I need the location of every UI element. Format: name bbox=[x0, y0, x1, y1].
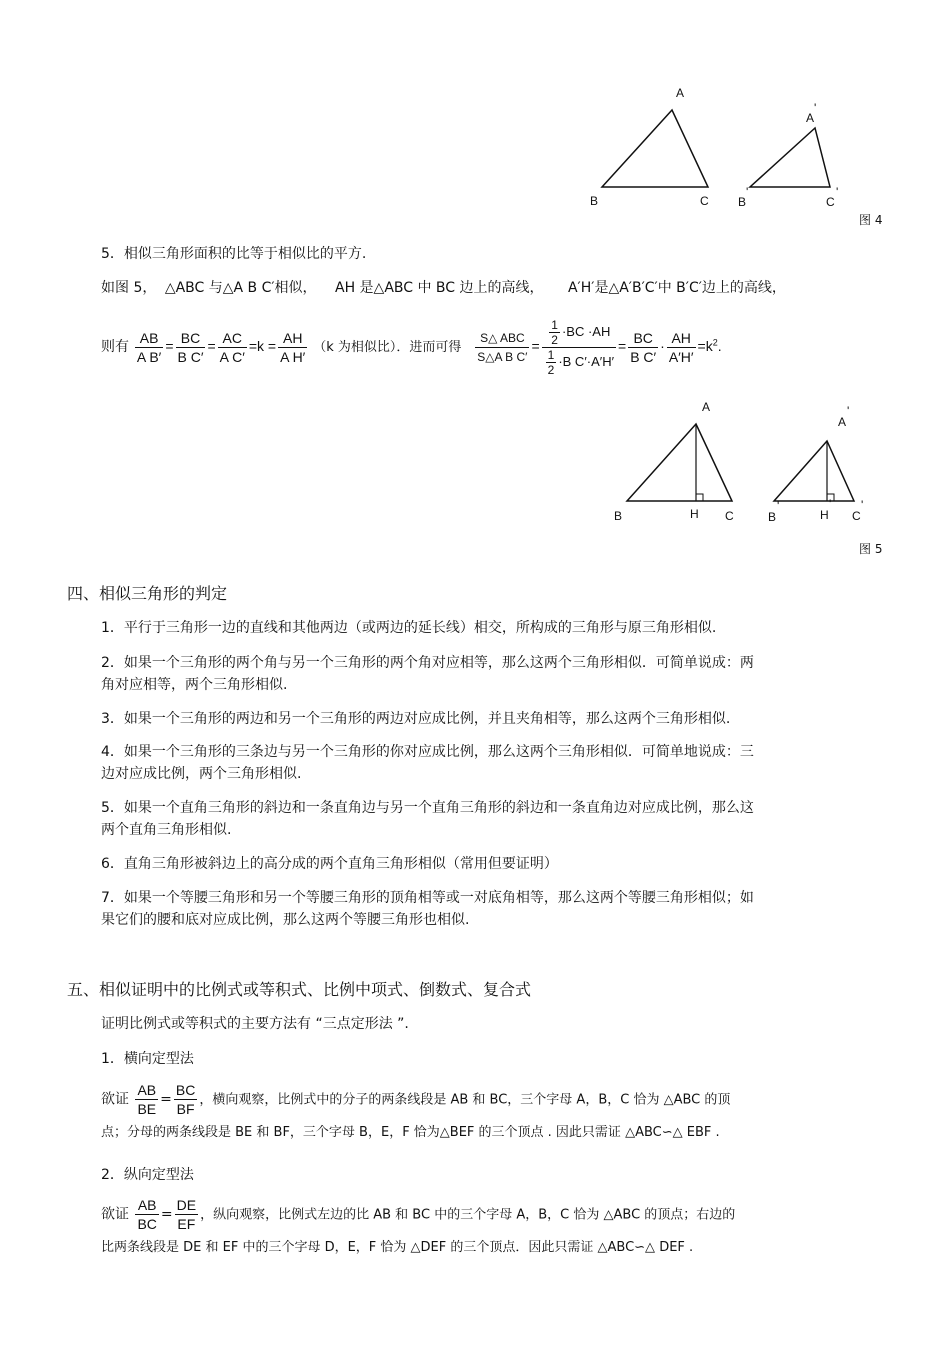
method-2-title: 2．纵向定型法 bbox=[101, 1167, 194, 1183]
numerator: BC bbox=[176, 329, 206, 348]
section-5-heading: 五、相似证明中的比例式或等积式、比例中项式、倒数式、复合式 bbox=[67, 980, 532, 999]
yuzheng-label: 欲证 bbox=[101, 1091, 129, 1108]
method-1-explanation: ，横向观察，比例式中的分子的两条线段是 AB 和 BC，三个字母 A，B，C 恰为 △ABC 的顶 bbox=[199, 1092, 731, 1108]
criterion-line: 3．如果一个三角形的两边和另一个三角形的两边对应成比例，并且夹角相等，那么这两个三角形相似. bbox=[101, 711, 731, 727]
criterion-line: 果它们的腰和底对应成比例，那么这两个等腰三角形也相似. bbox=[101, 912, 470, 928]
method-2-line-1: 欲证 $\frac{AB}{BC}$ = $\frac{DE}{EF}$ ，纵向观察，比例式左边的比 AB 和 BC 中的三个字母 A，B，C 恰为 △ABC 的顶点；右边的 bbox=[101, 1197, 736, 1232]
numerator: 1 bbox=[547, 348, 555, 362]
denominator: EF bbox=[177, 1216, 196, 1232]
label-a: A bbox=[676, 86, 685, 100]
numerator: 1 bbox=[551, 318, 558, 332]
prime-mark: ' bbox=[847, 404, 850, 418]
criterion-line: 6．直角三角形被斜边上的高分成的两个直角三角形相似（常用但要证明） bbox=[101, 856, 558, 872]
label-h-prime: H bbox=[820, 508, 829, 522]
fraction-bc-2 bbox=[628, 329, 658, 366]
right-angle-mark bbox=[696, 494, 703, 501]
label-c: C bbox=[700, 194, 709, 208]
criterion-4 bbox=[101, 741, 754, 785]
numerator: S△ ABC bbox=[475, 329, 529, 348]
numerator: AB bbox=[135, 329, 163, 348]
criterion-line: 5．如果一个直角三角形的斜边和一条直角边与另一个直角三角形的斜边和一条直角边对应成比例，那么这 bbox=[101, 800, 754, 816]
method-2-explanation: ，纵向观察，比例式左边的比 AB 和 BC 中的三个字母 A，B，C 恰为 △ABC 的顶点；右边的 bbox=[200, 1207, 736, 1223]
criterion-line: 边对应成比例，两个三角形相似. bbox=[101, 766, 302, 782]
fraction-half-product bbox=[542, 318, 616, 377]
triangle-abc bbox=[602, 110, 708, 187]
criterion-line: 7．如果一个等腰三角形和另一个等腰三角形的顶角相等或一对底角相等，那么这两个等腰三角形相似；如 bbox=[101, 890, 754, 906]
criterion-5 bbox=[101, 797, 754, 841]
method-2-body bbox=[101, 1196, 735, 1259]
fraction-de-ef bbox=[175, 1196, 198, 1233]
product-bc-ah-prime: ·B C′·A′H′ bbox=[558, 353, 615, 369]
denominator: A C′ bbox=[219, 349, 245, 365]
prime-mark: ' bbox=[861, 498, 864, 512]
label-a-prime: A bbox=[838, 415, 847, 429]
formula-lead: 则有 bbox=[101, 339, 129, 356]
figure-5 bbox=[600, 395, 880, 530]
denominator: B C′ bbox=[177, 349, 204, 365]
denominator: BE bbox=[137, 1101, 157, 1117]
label-c-prime: C bbox=[852, 509, 861, 523]
fraction-bc bbox=[176, 329, 206, 366]
fraction-half bbox=[546, 348, 557, 377]
figure-5-caption: 图 5 bbox=[859, 542, 883, 556]
fraction-ah bbox=[278, 329, 307, 366]
section-4-heading: 四、相似三角形的判定 bbox=[67, 584, 228, 603]
label-c: C bbox=[725, 509, 734, 523]
fraction-ab-be bbox=[135, 1081, 158, 1118]
section-5-intro: 证明比例式或等积式的主要方法有 “三点定形法 ”. bbox=[101, 1016, 409, 1032]
criterion-line: 角对应相等，两个三角形相似. bbox=[101, 677, 288, 693]
method-1-title: 1．横向定型法 bbox=[101, 1051, 194, 1067]
fraction-area bbox=[475, 329, 529, 366]
prime-mark: ' bbox=[829, 497, 832, 511]
denominator: BF bbox=[176, 1101, 195, 1117]
label-a-prime: A bbox=[806, 111, 815, 125]
product-bc-ah: ·BC ·AH bbox=[561, 323, 611, 339]
equals-k: =k = bbox=[248, 338, 277, 355]
criterion-line: 4．如果一个三角形的三条边与另一个三角形的你对应成比例，那么这两个三角形相似．可简单地说成：三 bbox=[101, 744, 754, 760]
numerator: BC bbox=[175, 1082, 196, 1098]
fraction-ab bbox=[135, 329, 163, 366]
prime-mark: ' bbox=[777, 499, 780, 513]
numerator bbox=[542, 318, 616, 348]
denominator: B C′ bbox=[630, 349, 657, 365]
numerator: DE bbox=[176, 1197, 197, 1213]
numerator: BC bbox=[628, 329, 658, 348]
prime-mark: ' bbox=[814, 101, 817, 115]
triangle-abc-with-altitude bbox=[627, 424, 732, 501]
label-b: B bbox=[590, 194, 599, 208]
criterion-3 bbox=[101, 708, 730, 730]
criterion-6 bbox=[101, 853, 558, 875]
desc-part-2: △ABC 与△A B C′相似， bbox=[164, 280, 317, 296]
label-c-prime: C bbox=[826, 195, 835, 209]
label-b-prime: B bbox=[738, 195, 747, 209]
denominator: BC bbox=[137, 1216, 157, 1232]
desc-part-4: A′H′是△A′B′C′中 B′C′边上的高线， bbox=[567, 280, 786, 296]
figure-5-drawing bbox=[600, 395, 880, 530]
denominator: S△A B C′ bbox=[477, 350, 528, 364]
formula-period: . bbox=[717, 338, 722, 355]
desc-part-1: 如图 5， bbox=[101, 280, 157, 296]
criterion-line: 1．平行于三角形一边的直线和其他两边（或两边的延长线）相交，所构成的三角形与原三角形相似. bbox=[101, 620, 717, 636]
label-b-prime: B bbox=[768, 510, 777, 524]
method-1-line-1: 欲证 $\frac{AB}{BE}$ = $\frac{BC}{BF}$ ，横向观察，比例式中的分子的两条线段是 AB 和 BC，三个字母 A，B，C 恰为 △ABC 的顶 bbox=[101, 1082, 731, 1117]
denominator: 2 bbox=[551, 333, 558, 347]
denominator: 2 bbox=[547, 363, 555, 377]
triangle-abc-prime bbox=[750, 128, 830, 187]
method-1-body bbox=[101, 1081, 730, 1144]
equals-k-squared: =k bbox=[697, 338, 713, 355]
label-a: A bbox=[702, 400, 711, 414]
numerator: AH bbox=[667, 329, 696, 348]
triangle-abc-prime-with-altitude bbox=[774, 441, 854, 501]
desc-part-3: AH 是△ABC 中 BC 边上的高线， bbox=[335, 280, 544, 296]
prime-mark: ' bbox=[836, 185, 839, 199]
numerator: AB bbox=[135, 1196, 158, 1215]
numerator: AC bbox=[218, 329, 247, 348]
ratio-formula: 则有 $\frac{AB}{\text{A B′}}$ = $\frac{BC}{\text{B C′}}$ = $\frac{AC}{\text{A C′}}$ =k = $\frac{AH}{\text{A H′}}$ （k 为相似比）．进而可得 $\frac{\text{S△ ABC}}{\text{S△A B C′}}$ = $\frac{1}{2}$ ·BC ·AH $\frac{1}{2}$ ·B C′·A′H′ = $\frac{BC}{\text{B C′}}$ · $\frac{AH}{A'H'}$ $=k^2$. bbox=[101, 318, 722, 377]
criterion-7 bbox=[101, 887, 754, 931]
fraction-half bbox=[549, 318, 560, 347]
denominator bbox=[542, 348, 616, 377]
criterion-2 bbox=[101, 652, 754, 696]
numerator: AH bbox=[278, 329, 307, 348]
denominator: A H′ bbox=[280, 349, 306, 365]
fraction-ah-2 bbox=[667, 329, 696, 366]
criterion-1 bbox=[101, 617, 716, 639]
figure-4-caption: 图 4 bbox=[859, 213, 883, 227]
criterion-line: 2．如果一个三角形的两个角与另一个三角形的两个角对应相等，那么这两个三角形相似．可简单说成：两 bbox=[101, 655, 754, 671]
denominator: A B′ bbox=[136, 349, 162, 365]
criterion-line: 两个直角三角形相似. bbox=[101, 822, 232, 838]
fraction-ac bbox=[218, 329, 247, 366]
method-1-line-2: 点；分母的两条线段是 BE 和 BF，三个字母 B，E，F 恰为△BEF 的三个顶点 . 因此只需证 △ABC∽△ EBF . bbox=[101, 1125, 720, 1140]
fraction-ab-bc bbox=[135, 1196, 158, 1233]
exponent: 2 bbox=[712, 337, 718, 348]
similarity-note: （k 为相似比）．进而可得 bbox=[313, 340, 462, 356]
method-2-line-2: 比两条线段是 DE 和 EF 中的三个字母 D，E，F 恰为 △DEF 的三个顶点．因此只需证 △ABC∽△ DEF . bbox=[101, 1240, 694, 1255]
figure-4 bbox=[580, 80, 883, 230]
fraction-bc-bf bbox=[174, 1081, 197, 1118]
numerator: AB bbox=[137, 1082, 157, 1098]
yuzheng-label: 欲证 bbox=[101, 1206, 129, 1223]
area-ratio-statement: 5．相似三角形面积的比等于相似比的平方. bbox=[101, 246, 367, 262]
figure5-description-line bbox=[101, 277, 786, 299]
label-b: B bbox=[614, 509, 623, 523]
label-h: H bbox=[690, 507, 699, 521]
prime-mark: ' bbox=[746, 185, 749, 199]
figure-4-drawing bbox=[580, 80, 883, 230]
denominator: A′H′ bbox=[668, 349, 694, 365]
